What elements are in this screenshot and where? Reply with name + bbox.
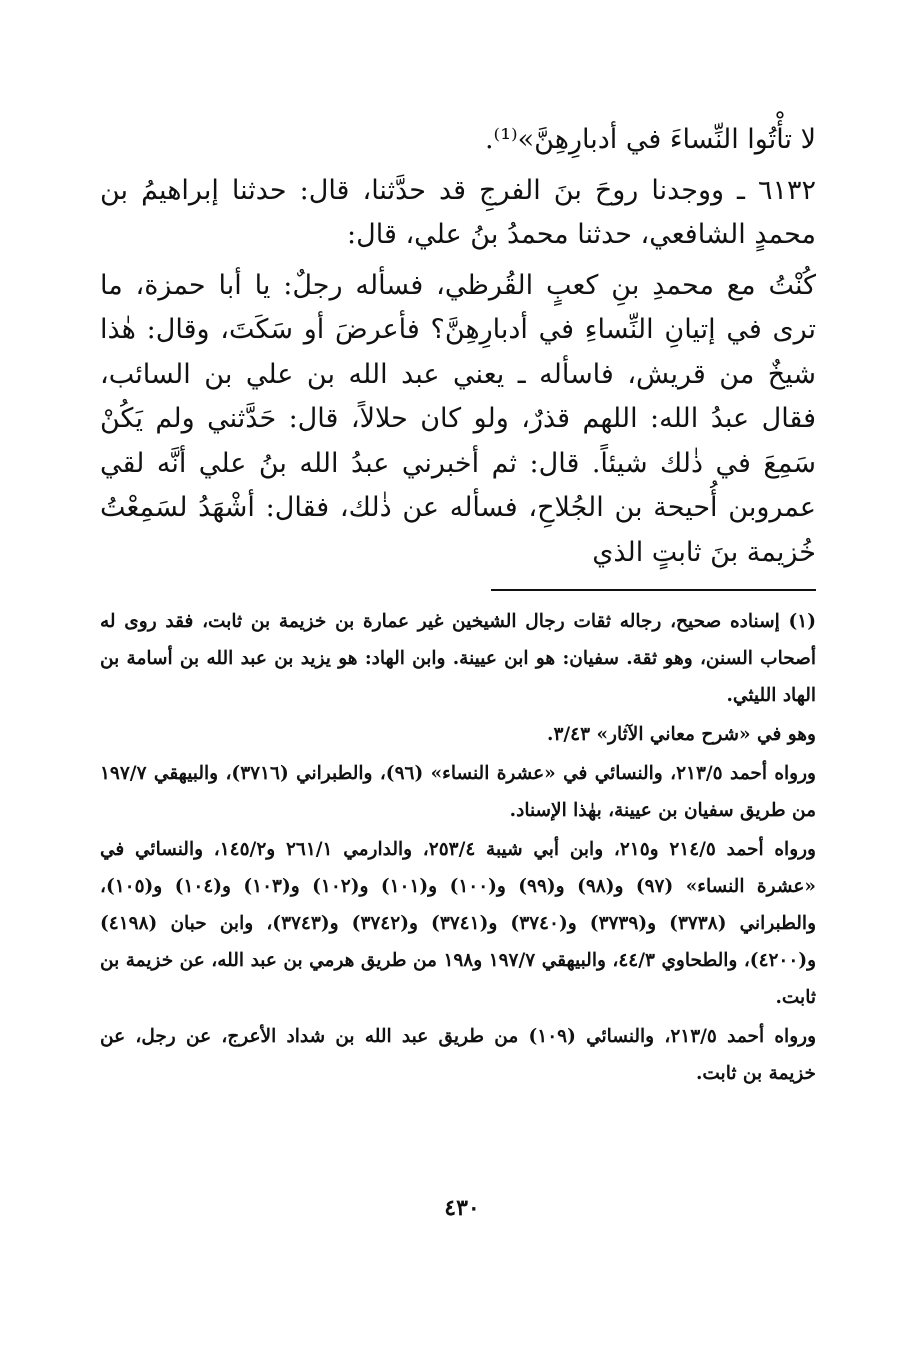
footnote-paragraph-4: ورواه أحمد ٢١٤/٥ و٢١٥، وابن أبي شيبة ٢٥٣/٤، والدارمي ٢٦١/١ و١٤٥/٢، والنسائي في «عشرة النساء» (٩٧) و(٩٨) و(٩٩) و(١٠٠) و(١٠١) و(١٠٢) و(١٠٣) و(١٠٤) و(١٠٥)، والطبراني (٣٧٣٨) و(٣٧٣٩) و(٣٧٤٠) و(٣٧٤١) و(٣٧٤٢) و(٣٧٤٣)، وابن حبان (٤١٩٨) و(٤٢٠٠)، والطحاوي ٤٤/٣، والبيهقي ١٩٧/٧ و١٩٨ من طريق هرمي بن عبد الله، عن خزيمة بن ثابت. — [100, 839, 816, 1008]
page-body — [100, 118, 816, 1362]
main-paragraph-3: كُنْتُ مع محمدِ بنِ كعبٍ القُرظي، فسأله رجلٌ: يا أبا حمزة، ما ترى في إتيانِ النِّساءِ في أدبارِهِنَّ؟ فأعرضَ أو سَكَتَ، وقال: هٰذا شيخٌ من قريش، فاسأله ـ يعني عبد الله بن علي بن السائب، فقال عبدُ الله: اللهم قذرٌ، ولو كان حلالاً، قال: حَدَّثني ولم يَكُنْ سَمِعَ في ذٰلك شيئاً. قال: ثم أخبرني عبدُ الله بنُ علي أنَّه لقي عمروبن أُحيحة بن الجُلاحِ، فسأله عن ذٰلك، فقال: أشْهَدُ لسَمِعْتُ خُزيمة بنَ ثابتٍ الذي — [100, 269, 816, 568]
footnote-paragraph-1: (١) إسناده صحيح، رجاله ثقات رجال الشيخين غير عمارة بن خزيمة بن ثابت، فقد روى له أصحاب السنن، وهو ثقة. سفيان: هو ابن عيينة. وابن الهاد: هو يزيد بن عبد الله بن أسامة بن الهاد الليثي. — [100, 611, 816, 706]
main-paragraph-2: ٦١٣٢ ـ ووجدنا روحَ بنَ الفرجِ قد حدَّثنا، قال: حدثنا إبراهيمُ بن محمدٍ الشافعي، حدثنا محمدُ بنُ علي، قال: — [100, 174, 816, 250]
footnote-separator — [491, 589, 816, 591]
main-text — [100, 118, 816, 575]
footnotes — [100, 603, 816, 1092]
main-paragraph-1: لا تأْتُوا النِّساءَ في أدبارِهِنَّ»⁽¹⁾. — [484, 124, 816, 155]
footnote-paragraph-2: وهو في «شرح معاني الآثار» ٣/٤٣. — [547, 724, 816, 745]
footnote-paragraph-5: ورواه أحمد ٢١٣/٥، والنسائي (١٠٩) من طريق عبد الله بن شداد الأعرج، عن رجل، عن خزيمة بن ثابت. — [100, 1026, 816, 1084]
footnote-paragraph-3: ورواه أحمد ٢١٣/٥، والنسائي في «عشرة النساء» (٩٦)، والطبراني (٣٧١٦)، والبيهقي ١٩٧/٧ من طريق سفيان بن عيينة، بهٰذا الإسناد. — [100, 763, 816, 821]
page-number: ٤٣٠ — [444, 1195, 480, 1221]
